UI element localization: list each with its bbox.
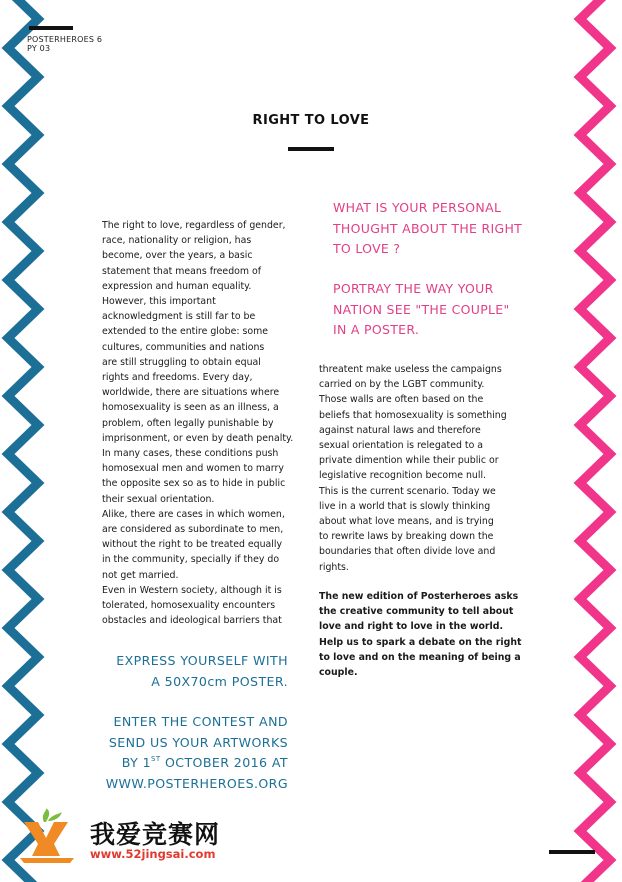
watermark-name: 我爱竞赛网 — [90, 820, 221, 849]
left-zigzag-border — [0, 0, 60, 882]
corner-label — [27, 35, 102, 53]
bottom-right-rule — [549, 850, 595, 854]
top-left-rule — [29, 26, 73, 30]
corner-line-2: PY 03 — [27, 44, 51, 53]
corner-line-1: POSTERHEROES 6 — [27, 35, 103, 44]
right-zigzag-border — [566, 0, 622, 882]
cta-enter-contest-part2: OCTOBER 2016 AT WWW.POSTERHEROES.ORG — [105, 755, 288, 791]
cta-date-suffix: ST — [151, 755, 161, 763]
question-personal-thought: WHAT IS YOUR PERSONAL THOUGHT ABOUT THE RIGHT TO LOVE ? — [333, 200, 523, 256]
cta-enter-contest-part1: ENTER THE CONTEST AND SEND US YOUR ARTWORKS BY 1 — [108, 714, 288, 770]
cta-express-yourself: EXPRESS YOURSELF WITH A 50X70cm POSTER. — [116, 653, 288, 689]
cta-enter-contest — [106, 712, 288, 794]
right-column-bold-text: The new edition of Posterheroes asks the creative community to tell about love and right to love in the world. Help us to spark a debate on the right to love and on the meaning of being a couple. — [319, 591, 522, 679]
left-column-body: The right to love, regardless of gender, race, nationality or religion, has become, over the years, a basic statement that means freedom of expression and human equality. However, this important acknowledgment is still far to be extended to the entire globe: some cultures, communities and nations are still struggling to obtain equal rights and freedoms. Every day, worldwide, there are situations where homosexuality is seen as an illness, a problem, often legally punishable by imprisonment, or even by death penalty. In many cases, these conditions push homosexual men and women to marry the opposite sex so as to hide in public their sexual orientation. Alike, there are cases in which women, are considered as subordinate to men, without the right to be treated equally in the community, specially if they do not get married. Even in Western society, although it is tolerated, homosexuality encounters obstacles and ideological barriers that — [102, 220, 294, 627]
watermark-url: www.52jingsai.com — [90, 847, 216, 861]
right-column-body: threatent make useless the campaigns carried on by the LGBT community. Those walls are often based on the beliefs that homosexuality is something against natural laws and therefore sexual orientation is relegated to a private dimention while their public or legislative recognition become null. This is the current scenario. Today we live in a world that is slowly thinking about what love means, and is trying to rewrite laws by breaking down the boundaries that often divide love and rights. — [319, 364, 507, 573]
page-title: RIGHT TO LOVE — [252, 113, 370, 128]
question-portray-couple: PORTRAY THE WAY YOUR NATION SEE "THE COUPLE" IN A POSTER. — [333, 281, 510, 337]
title-underline — [288, 147, 334, 151]
